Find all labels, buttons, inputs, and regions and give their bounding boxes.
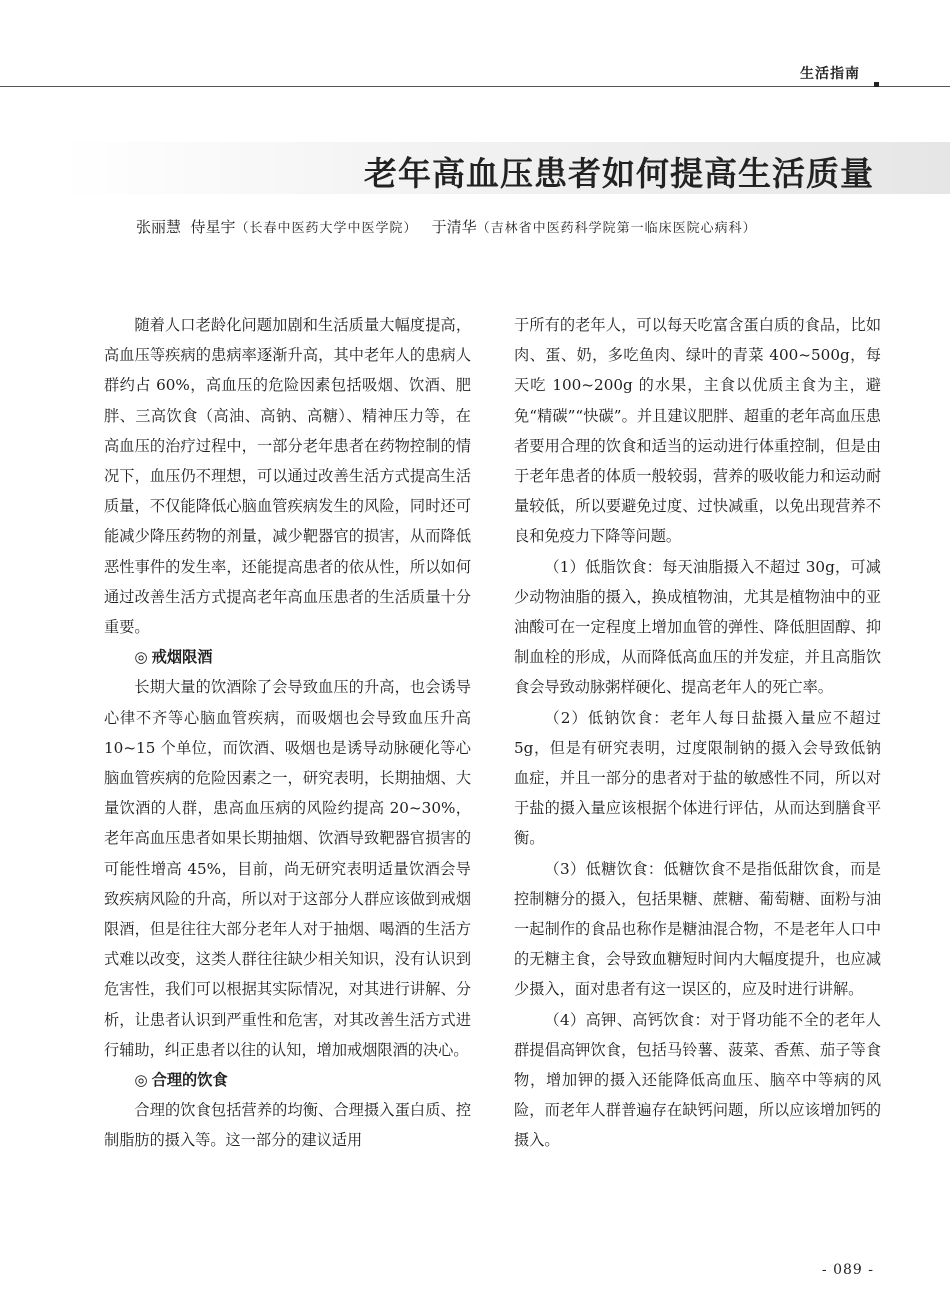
diet-continued-paragraph: 于所有的老年人，可以每天吃富含蛋白质的食品，比如肉、蛋、奶，多吃鱼肉、绿叶的青菜 400~500g，每天吃 100~200g 的水果，主食以优质主食为主，避免“精碳”“快碳”。并且建议肥胖、超重的老年高血压患者要用合理的饮食和适当的运动进行体重控制，但是由于老年患者的体质一般较弱，营养的吸收能力和运动耐量较低，所以要避免过度、过快减重，以免出现营养不良和免疫力下降等问题。 bbox=[514, 316, 881, 546]
affiliation-secondary: （吉林省中医药科学院第一临床医院心病科） bbox=[476, 221, 757, 236]
intro-paragraph: 随着人口老龄化问题加剧和生活质量大幅度提高，高血压等疾病的患病率逐渐升高，其中老年人的患病人群约占 60%，高血压的危险因素包括吸烟、饮酒、肥胖、三高饮食（高油、高钠、高糖）、精神压力等，在高血压的治疗过程中，一部分老年患者在药物控制的情况下，血压仍不理想，可以通过改善生活方式提高生活质量，不仅能降低心脑血管疾病发生的风险，同时还可能减少降压药物的剂量，减少靶器官的损害，从而降低恶性事件的发生率，还能提高患者的依从性，所以如何通过改善生活方式提高老年高血压患者的生活质量十分重要。 bbox=[104, 316, 471, 637]
diet-intro-paragraph: 合理的饮食包括营养的均衡、合理摄入蛋白质、控制脂肪的摄入等。这一部分的建议适用 bbox=[104, 1101, 471, 1150]
right-column bbox=[514, 310, 881, 1156]
section-heading-smoking bbox=[104, 642, 471, 672]
high-potassium-calcium-paragraph: （4）高钾、高钙饮食：对于肾功能不全的老年人群提倡高钾饮食，包括马铃薯、菠菜、香蕉、茄子等食物，增加钾的摄入还能降低高血压、脑卒中等病的风险，而老年人群普遍存在缺钙问题，所以应该增加钙的摄入。 bbox=[514, 1010, 881, 1150]
header-rule bbox=[0, 86, 950, 87]
smoking-paragraph: 长期大量的饮酒除了会导致血压的升高，也会诱导心律不齐等心脑血管疾病，而吸烟也会导致血压升高 10~15 个单位，而饮酒、吸烟也是诱导动脉硬化等心脑血管疾病的危险因素之一，研究表明，长期抽烟、大量饮酒的人群，患高血压病的风险约提高 20~30%，老年高血压患者如果长期抽烟、饮酒导致靶器官损害的可能性增高 45%，目前，尚无研究表明适量饮酒会导致疾病风险的升高，所以对于这部分人群应该做到戒烟限酒，但是往往大部分老年人对于抽烟、喝酒的生活方式难以改变，这类人群往往缺少相关知识，没有认识到危害性，我们可以根据其实际情况，对其进行讲解、分析，让患者认识到严重性和危害，对其改善生活方式进行辅助，纠正患者以往的认知，增加戒烟限酒的决心。 bbox=[104, 678, 471, 1059]
heading-marker-icon: ◎ bbox=[134, 1071, 148, 1090]
heading-marker-icon: ◎ bbox=[134, 648, 148, 667]
section-square-marker bbox=[874, 82, 879, 87]
section-label: 生活指南 bbox=[800, 66, 860, 82]
authors-secondary: 于清华 bbox=[431, 218, 477, 236]
page-number: - 089 - bbox=[821, 1262, 874, 1278]
heading-text: 合理的饮食 bbox=[151, 1071, 228, 1090]
heading-text: 戒烟限酒 bbox=[151, 648, 213, 667]
byline bbox=[136, 216, 757, 237]
low-fat-paragraph: （1）低脂饮食：每天油脂摄入不超过 30g，可减少动物油脂的摄入，换成植物油，尤其是植物油中的亚油酸可在一定程度上增加血管的弹性、降低胆固醇、抑制血栓的形成，从而降低高血压的并发症，并且高脂饮食会导致动脉粥样硬化、提高老年人的死亡率。 bbox=[514, 557, 881, 697]
low-sodium-paragraph: （2）低钠饮食：老年人每日盐摄入量应不超过 5g，但是有研究表明，过度限制钠的摄入会导致低钠血症，并且一部分的患者对于盐的敏感性不同，所以对于盐的摄入量应该根据个体进行评估，从而达到膳食平衡。 bbox=[514, 708, 881, 848]
left-column bbox=[104, 310, 471, 1156]
authors-primary: 张丽慧 侍星宇 bbox=[136, 218, 236, 236]
affiliation-primary: （长春中医药大学中医学院） bbox=[235, 221, 418, 236]
low-sugar-paragraph: （3）低糖饮食：低糖饮食不是指低甜饮食，而是控制糖分的摄入，包括果糖、蔗糖、葡萄糖、面粉与油一起制作的食品也称作是糖油混合物，不是老年人口中的无糖主食，会导致血糖短时间内大幅度提升，也应减少摄入，面对患者有这一误区的，应及时进行讲解。 bbox=[514, 859, 881, 999]
article-title: 老年高血压患者如何提高生活质量 bbox=[364, 154, 874, 193]
section-heading-diet bbox=[104, 1065, 471, 1095]
